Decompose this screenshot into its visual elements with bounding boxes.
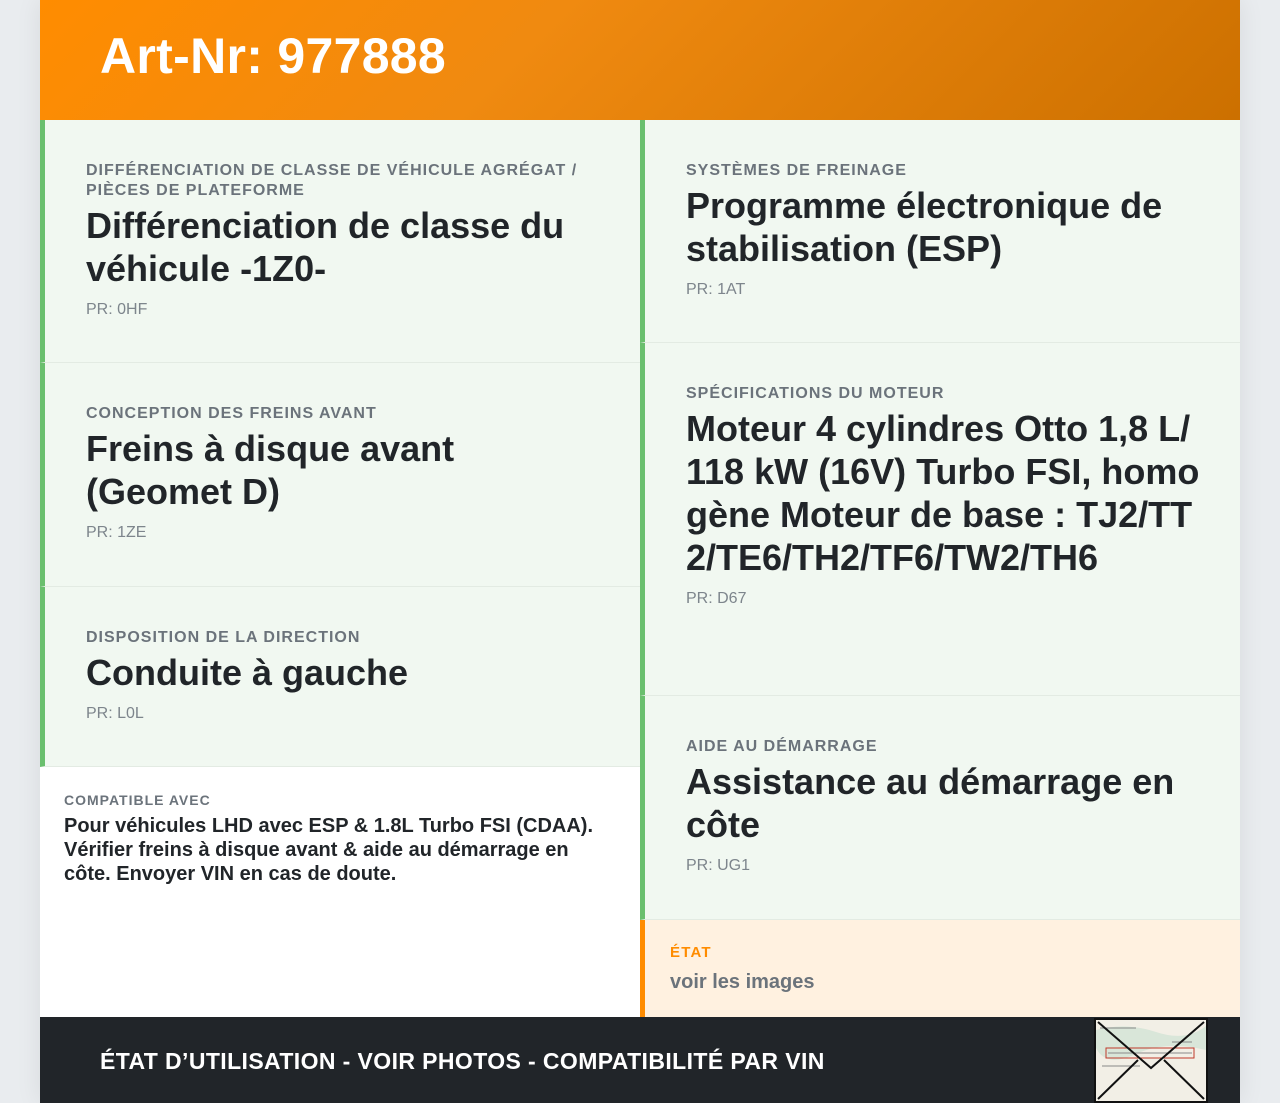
spec-card-hill-start bbox=[640, 696, 1240, 920]
spec-category: DIFFÉRENCIATION DE CLASSE DE VÉHICULE AGRÉGAT / PIÈCES DE PLATEFORME bbox=[86, 162, 578, 199]
condition-label: ÉTAT bbox=[670, 944, 712, 961]
spec-category: SPÉCIFICATIONS DU MOTEUR bbox=[686, 385, 945, 402]
product-card bbox=[40, 0, 1240, 1103]
spec-title: Conduite à gauche bbox=[86, 652, 409, 693]
footer-text: ÉTAT D’UTILISATION - VOIR PHOTOS - COMPATIBILITÉ PAR VIN bbox=[100, 1048, 825, 1074]
condition-section bbox=[640, 920, 1240, 1017]
spec-pr-code: PR: 1ZE bbox=[86, 524, 147, 541]
condition-text: voir les images bbox=[670, 971, 815, 993]
spec-pr-code: PR: UG1 bbox=[686, 857, 751, 874]
article-number-title: Art-Nr: 977888 bbox=[100, 28, 447, 84]
compatibility-text: Pour véhicules LHD avec ESP & 1.8L Turbo FSI (CDAA). Vérifier freins à disque avant & aide au démarrage en côte. Envoyer VIN en cas de doute. bbox=[64, 815, 594, 885]
spec-category: AIDE AU DÉMARRAGE bbox=[686, 738, 878, 755]
spec-pr-code: PR: D67 bbox=[686, 590, 747, 607]
spec-title: Moteur 4 cylindres Otto 1,8 L/118 kW (16V) Turbo FSI, homogène Moteur de base : TJ2/TT2/TE6/TH2/TF6/TW2/TH6 bbox=[686, 408, 1200, 578]
spec-category: DISPOSITION DE LA DIRECTION bbox=[86, 629, 361, 646]
spec-pr-code: PR: 0HF bbox=[86, 301, 148, 318]
spec-category: SYSTÈMES DE FREINAGE bbox=[686, 162, 907, 179]
spec-title: Programme électronique de stabilisation (ESP) bbox=[686, 185, 1163, 269]
spec-pr-code: PR: 1AT bbox=[686, 281, 746, 298]
spec-card-braking-system bbox=[640, 120, 1240, 343]
spec-card-vehicle-class bbox=[40, 120, 640, 363]
spec-title: Assistance au démarrage en côte bbox=[686, 761, 1175, 845]
spec-card-front-brakes bbox=[40, 363, 640, 587]
spec-category: CONCEPTION DES FREINS AVANT bbox=[86, 405, 377, 422]
envelope-icon bbox=[1096, 1020, 1206, 1101]
footer-bar bbox=[40, 1017, 1240, 1103]
compatibility-section bbox=[40, 767, 640, 1017]
spec-card-steering bbox=[40, 587, 640, 767]
spec-pr-code: PR: L0L bbox=[86, 705, 144, 722]
spec-card-engine bbox=[640, 343, 1240, 696]
spec-title: Différenciation de classe du véhicule -1Z0- bbox=[86, 205, 565, 289]
header-bar bbox=[40, 0, 1240, 120]
compatibility-label: COMPATIBLE AVEC bbox=[64, 792, 211, 808]
spec-title: Freins à disque avant (Geomet D) bbox=[86, 428, 455, 512]
envelope-label-thumbnail-icon[interactable] bbox=[1094, 1018, 1208, 1103]
